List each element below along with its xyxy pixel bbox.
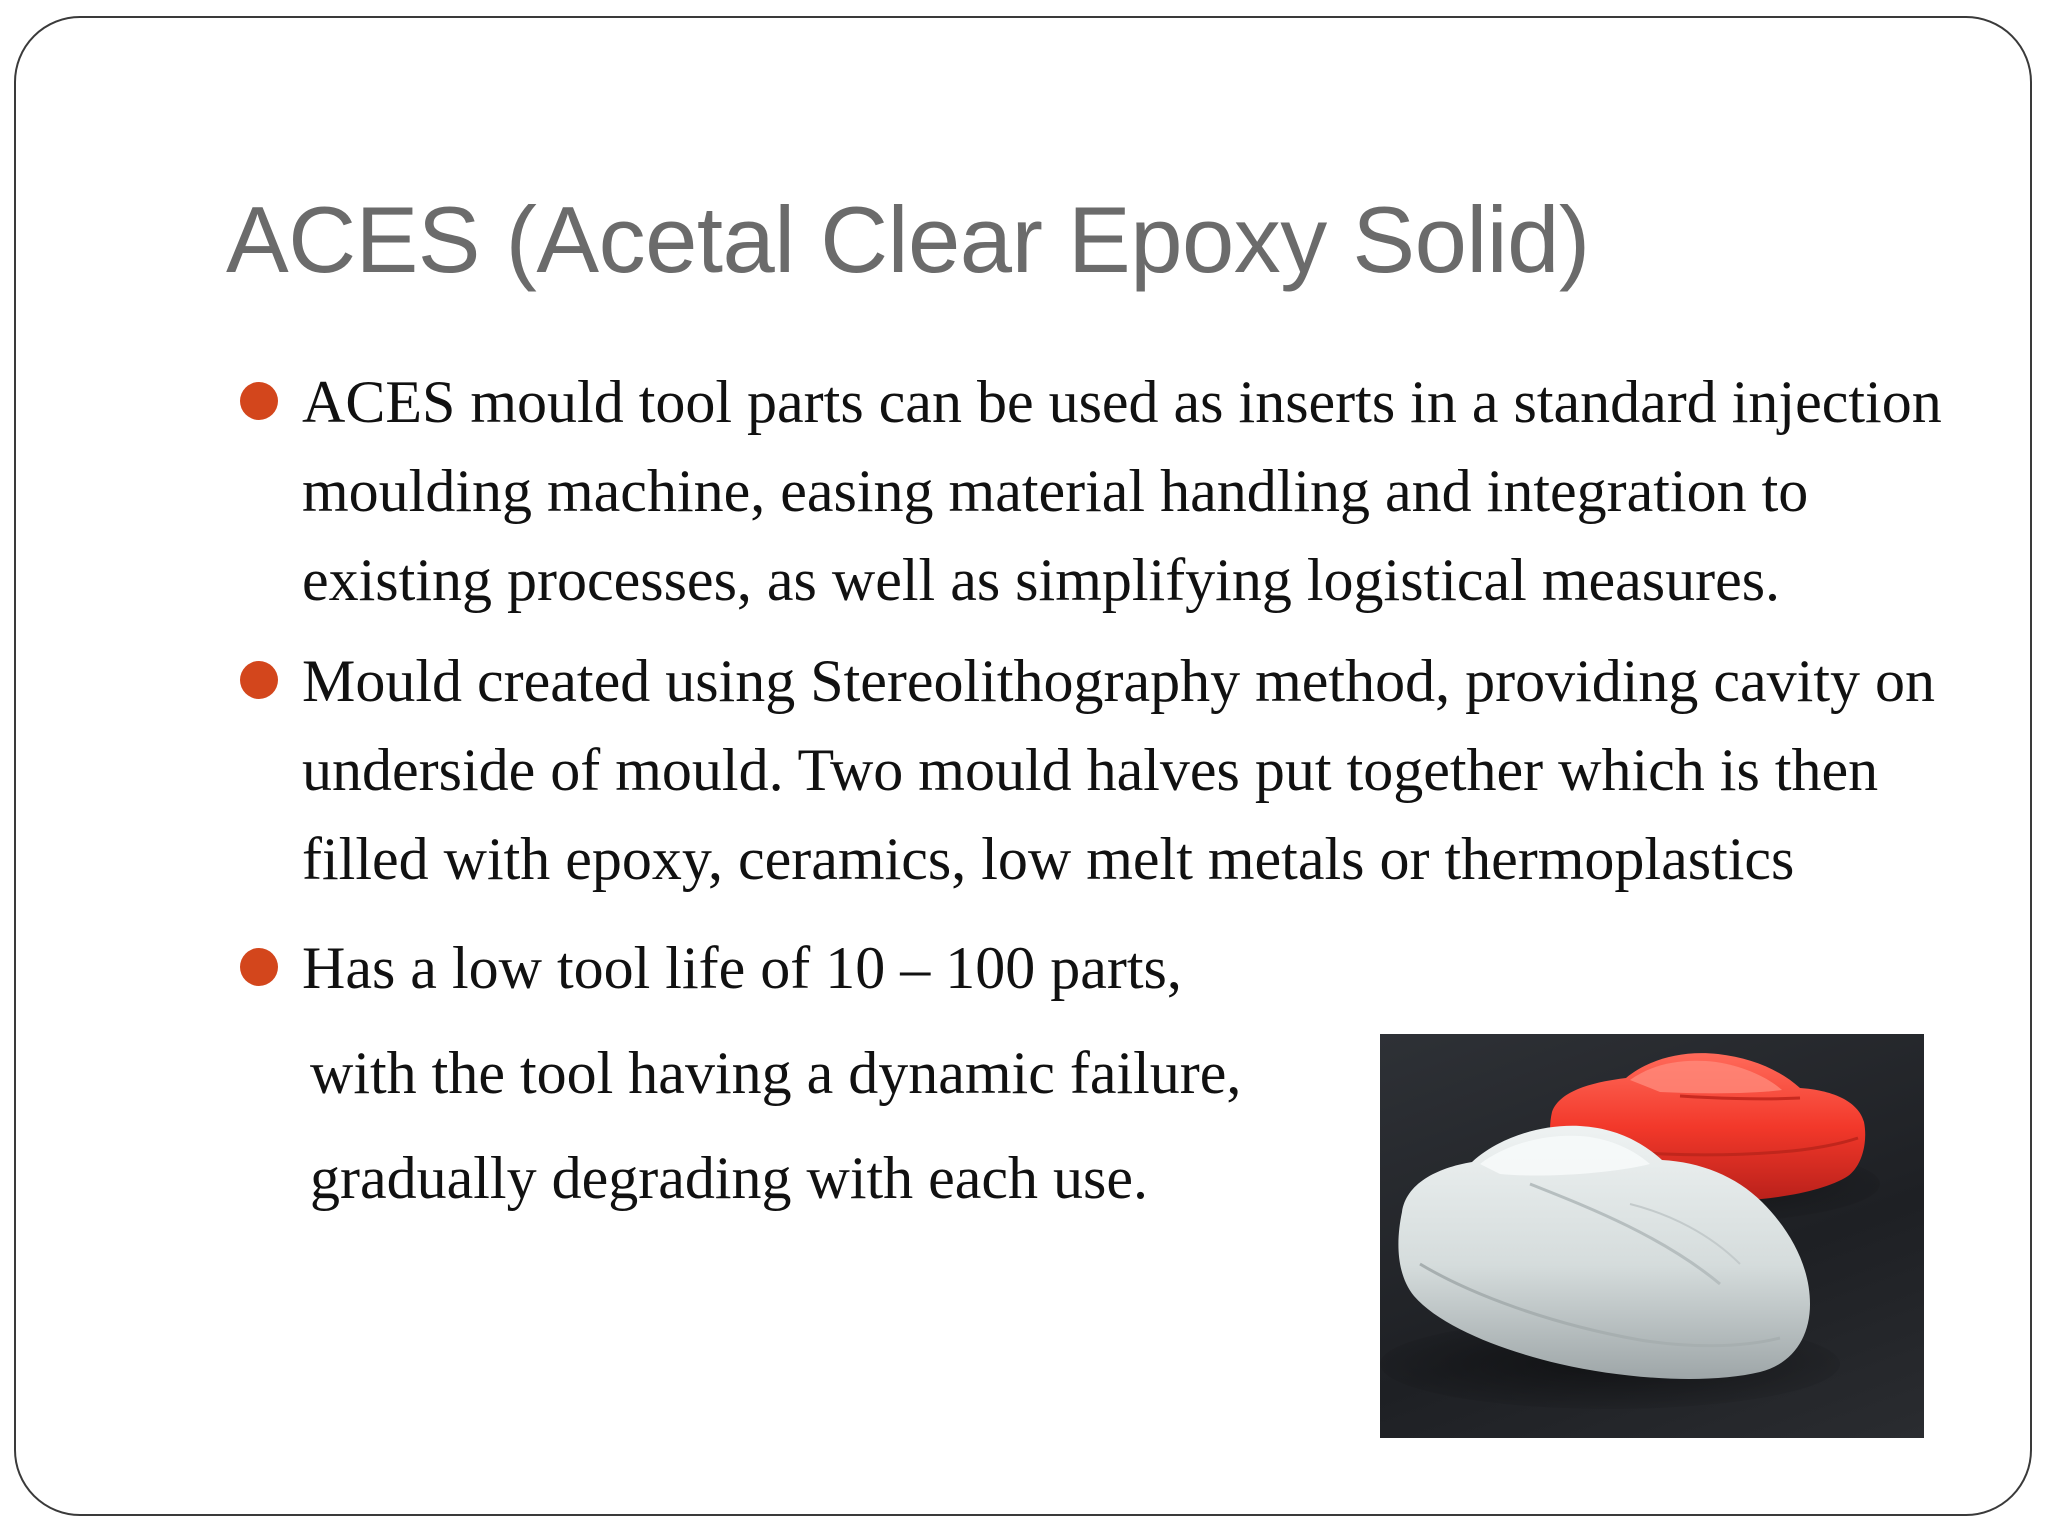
bullet-dot-icon — [240, 661, 278, 699]
bullet-text: Mould created using Stereolithography method, providing cavity on underside of mould. Two mould halves put together which is then filled with epoxy, ceramics, low melt metals or thermoplastics — [302, 648, 1936, 892]
bullet-dot-icon — [240, 948, 278, 986]
bullet-text-line: gradually degrading with each use. — [310, 1145, 1149, 1211]
bullet-dot-icon — [240, 382, 278, 420]
bullet-text-line: with the tool having a dynamic failure, — [310, 1040, 1242, 1106]
car-models-illustration — [1380, 1034, 1924, 1438]
slide — [14, 16, 2032, 1516]
car-models-photo — [1380, 1034, 1924, 1438]
slide-title: ACES (Acetal Clear Epoxy Solid) — [226, 187, 1590, 292]
bullet-text: ACES mould tool parts can be used as inserts in a standard injection moulding machine, easing material handling and integration to existing processes, as well as simplifying logistical measures. — [302, 369, 1942, 613]
bullet-item — [226, 916, 1392, 1231]
bullet-text-line: Has a low tool life of 10 – 100 parts, — [302, 935, 1182, 1001]
bullet-item — [226, 637, 1946, 904]
bullet-item — [226, 358, 1946, 625]
